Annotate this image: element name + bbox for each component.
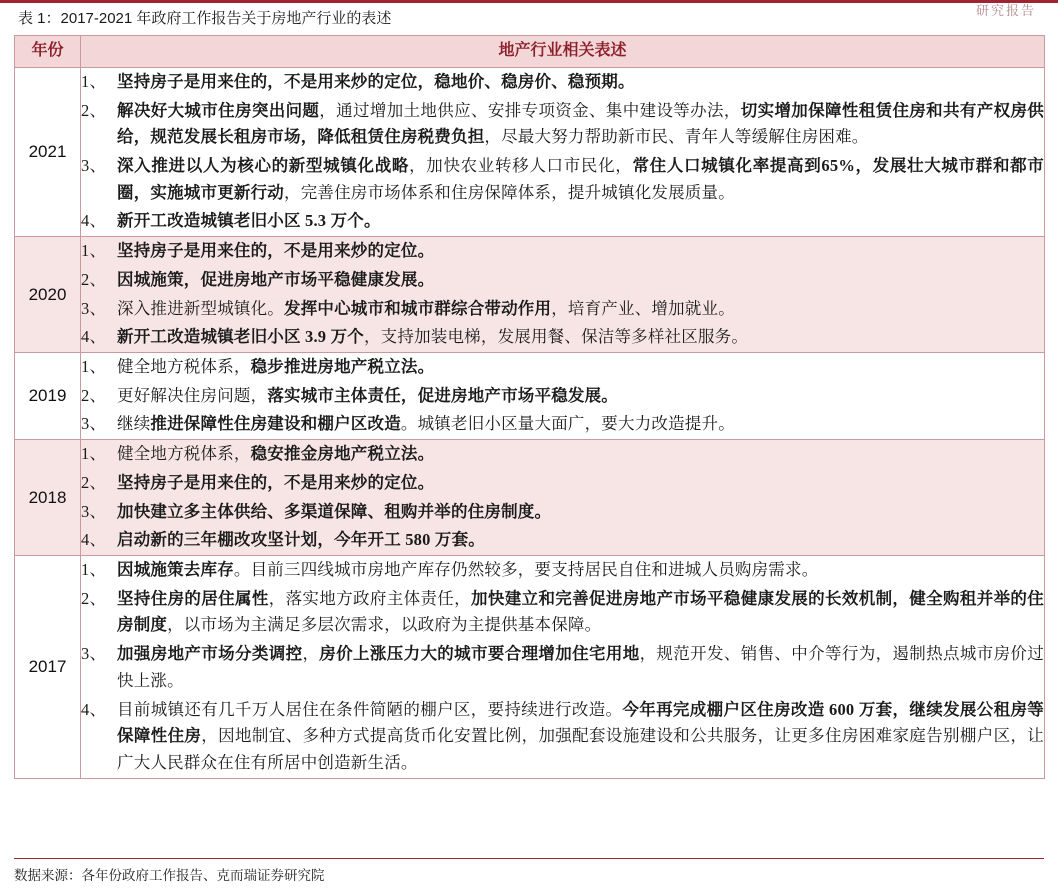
item-text: 目前城镇还有几千万人居住在条件简陋的棚户区，要持续进行改造。今年再完成棚户区住房改造 600 万套，继续发展公租房等保障性住房，因地制宜、多种方式提高货币化安置比例，加强配套设施建设和公共服务，让更多住房困难家庭告别棚户区，让广大人民群众在住有所居中创造新生活。 [117, 699, 1045, 773]
table-row [15, 556, 1045, 779]
item-text: 深入推进以人为核心的新型城镇化战略，加快农业转移人口市民化，常住人口城镇化率提高到65%，发展壮大城市群和都市圈，实施城市更新行动，完善住房市场体系和住房保障体系，提升城镇化发展质量。 [117, 155, 1045, 202]
statement-item [81, 353, 1044, 382]
item-number: 1、 [81, 356, 107, 376]
item-number: 1、 [81, 241, 107, 261]
statement-item [81, 640, 1044, 695]
item-text: 新开工改造城镇老旧小区 5.3 万个。 [117, 211, 381, 231]
item-number: 2、 [81, 100, 107, 120]
statement-item [81, 585, 1044, 640]
item-text: 坚持住房的居住属性，落实地方政府主体责任，加快建立和完善促进房地产市场平稳健康发展的长效机制，健全购租并举的住房制度，以市场为主满足多层次需求，以政府为主提供基本保障。 [117, 588, 1044, 635]
statement-item [81, 469, 1044, 498]
statement-cell [81, 556, 1045, 779]
year-cell: 2020 [15, 237, 81, 353]
table-row [15, 440, 1045, 556]
statement-list [81, 440, 1044, 555]
column-header-year: 年份 [15, 36, 81, 68]
item-number: 2、 [81, 385, 107, 405]
statement-cell [81, 237, 1045, 353]
table-row [15, 352, 1045, 439]
statement-item [81, 152, 1044, 207]
statement-cell [81, 67, 1045, 236]
item-number: 1、 [81, 444, 107, 464]
item-text: 新开工改造城镇老旧小区 3.9 万个，支持加装电梯，发展用餐、保洁等多样社区服务。 [117, 327, 749, 347]
source-note: 数据来源：各年份政府工作报告、克而瑞证券研究院 [14, 858, 1044, 884]
statement-item [81, 295, 1044, 324]
table-row [15, 237, 1045, 353]
statement-list [81, 353, 1044, 439]
statement-item [81, 498, 1044, 527]
statement-item [81, 440, 1044, 469]
year-cell: 2019 [15, 352, 81, 439]
item-number: 4、 [81, 327, 107, 347]
table-row [15, 67, 1045, 236]
item-text: 解决好大城市住房突出问题，通过增加土地供应、安排专项资金、集中建设等办法，切实增加保障性租赁住房和共有产权房供给，规范发展长租房市场，降低租赁住房税费负担，尽最大努力帮助新市民、青年人等缓解住房困难。 [117, 100, 1045, 147]
item-number: 2、 [81, 588, 107, 608]
item-text: 坚持房子是用来住的，不是用来炒的定位。 [117, 472, 435, 492]
year-cell: 2021 [15, 67, 81, 236]
item-text: 更好解决住房问题，落实城市主体责任，促进房地产市场平稳发展。 [117, 385, 619, 405]
item-text: 健全地方税体系，稳步推进房地产税立法。 [117, 356, 435, 376]
item-text: 因城施策去库存。目前三四线城市房地产库存仍然较多，要支持居民自住和进城人员购房需求。 [117, 560, 819, 580]
statement-item [81, 266, 1044, 295]
item-text: 健全地方税体系，稳安推金房地产税立法。 [117, 444, 435, 464]
item-text: 加强房地产市场分类调控，房价上涨压力大的城市要合理增加住宅用地，规范开发、销售、中介等行为，遏制热点城市房价过快上涨。 [117, 644, 1044, 690]
item-number: 4、 [81, 211, 107, 231]
statement-item [81, 382, 1044, 411]
statement-item [81, 556, 1044, 585]
item-number: 4、 [81, 699, 107, 719]
statement-item [81, 97, 1044, 152]
statement-cell [81, 352, 1045, 439]
item-number: 3、 [81, 644, 107, 664]
header-watermark: 研究报告 [975, 3, 1036, 18]
item-number: 4、 [81, 530, 107, 550]
item-text: 继续推进保障性住房建设和棚户区改造。城镇老旧小区量大面广，要大力改造提升。 [117, 414, 735, 434]
statement-item [81, 323, 1044, 352]
policy-statements-table [14, 35, 1045, 779]
item-text: 启动新的三年棚改攻坚计划，今年开工 580 万套。 [117, 530, 485, 550]
statement-list [81, 68, 1044, 236]
item-number: 1、 [81, 560, 107, 580]
header-rule [0, 0, 1058, 3]
item-number: 2、 [81, 472, 107, 492]
statement-item [81, 68, 1044, 97]
item-text: 深入推进新型城镇化。发挥中心城市和城市群综合带动作用，培育产业、增加就业。 [117, 298, 735, 318]
statement-item [81, 526, 1044, 555]
item-number: 2、 [81, 269, 107, 289]
statement-list [81, 237, 1044, 352]
column-header-statement: 地产行业相关表述 [81, 36, 1045, 68]
statement-item [81, 410, 1044, 439]
year-cell: 2018 [15, 440, 81, 556]
statement-list [81, 556, 1044, 778]
item-text: 因城施策，促进房地产市场平稳健康发展。 [117, 269, 435, 289]
item-text: 加快建立多主体供给、多渠道保障、租购并举的住房制度。 [117, 501, 552, 521]
statement-cell [81, 440, 1045, 556]
item-number: 3、 [81, 501, 107, 521]
year-cell: 2017 [15, 556, 81, 779]
item-number: 3、 [81, 155, 107, 175]
item-number: 1、 [81, 71, 107, 91]
item-text: 坚持房子是用来住的，不是用来炒的定位。 [117, 241, 435, 261]
statement-item [81, 207, 1044, 236]
item-text: 坚持房子是用来住的，不是用来炒的定位，稳地价、稳房价、稳预期。 [117, 71, 635, 91]
item-number: 3、 [81, 414, 107, 434]
statement-item [81, 696, 1044, 778]
table-body [15, 67, 1045, 778]
item-number: 3、 [81, 298, 107, 318]
table-caption: 表 1：2017-2021 年政府工作报告关于房地产行业的表述 [18, 10, 392, 27]
statement-item [81, 237, 1044, 266]
table-header-row [15, 36, 1045, 68]
